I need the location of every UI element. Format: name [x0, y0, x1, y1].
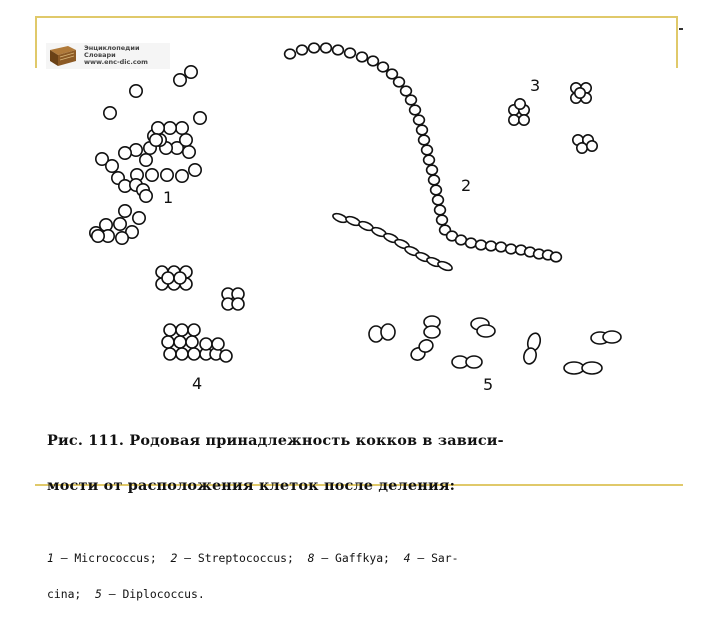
sarcina-cell	[220, 350, 232, 362]
streptococcus-cell	[424, 155, 435, 165]
micrococcus-cell	[104, 107, 116, 119]
micrococcus-cell	[92, 230, 104, 242]
sarcina-cell	[186, 336, 198, 348]
gaffkya-cell	[515, 99, 525, 109]
micrococcus-cell	[150, 134, 162, 146]
streptococcus-cell	[394, 77, 405, 87]
streptococcus-cell	[378, 62, 389, 72]
streptococcus-cell	[285, 49, 296, 59]
sarcina-cell	[200, 338, 212, 350]
streptococcus-cell	[435, 205, 446, 215]
streptococcus-cell	[419, 135, 430, 145]
streptococcus-cell	[321, 43, 332, 53]
label-4: 4	[192, 374, 203, 393]
micrococcus-cell	[176, 122, 188, 134]
micrococcus-cell	[106, 160, 118, 172]
sarcina-cell	[162, 272, 174, 284]
diplococcus-cell	[477, 325, 495, 337]
sarcina-cell	[174, 272, 186, 284]
label-2: 2	[461, 176, 472, 195]
streptococcus-cell	[422, 145, 433, 155]
micrococcus-cell	[183, 146, 195, 158]
micrococcus-cell	[152, 122, 164, 134]
sarcina-cell	[176, 348, 188, 360]
gaffkya-cell	[577, 143, 587, 153]
streptococcus-cell	[427, 165, 438, 175]
micrococcus-cell	[119, 147, 131, 159]
sarcina-cell	[164, 324, 176, 336]
cell-drawings	[90, 43, 621, 374]
micrococcus-cell	[119, 205, 131, 217]
streptococcus-cell	[414, 115, 425, 125]
streptococcus-cell	[297, 45, 308, 55]
micrococcus-cell	[161, 169, 173, 181]
label-5: 5	[483, 375, 494, 394]
streptococcus-cell	[345, 48, 356, 58]
label-1: 1	[163, 188, 174, 207]
label-3: 3	[530, 76, 541, 95]
streptococcus-cell	[551, 252, 562, 262]
legend-line-1: 1 — Micrococcus; 2 — Streptococcus; 8 — Gaffkya; 4 — Sar-	[47, 551, 459, 565]
streptococcus-cell	[486, 241, 497, 251]
diplococcus-cell	[603, 331, 621, 343]
micrococcus-cell	[116, 232, 128, 244]
sarcina-cell	[188, 348, 200, 360]
diplococcus-cell	[424, 326, 440, 338]
logo-line-3: www.enc-dic.com	[84, 58, 148, 67]
sarcina-cell	[212, 338, 224, 350]
diplococcus-cell	[466, 356, 482, 368]
cocci-illustration	[40, 40, 680, 400]
micrococcus-cell	[130, 85, 142, 97]
diplococcus-cell	[582, 362, 602, 374]
micrococcus-cell	[164, 122, 176, 134]
micrococcus-cell	[133, 212, 145, 224]
streptococcus-cell	[401, 86, 412, 96]
slide-frame-top-line	[35, 16, 678, 18]
streptococcus-cell	[429, 175, 440, 185]
micrococcus-cell	[180, 134, 192, 146]
gaffkya-cell	[587, 141, 597, 151]
streptococcus-cell	[333, 45, 344, 55]
sarcina-cell	[188, 324, 200, 336]
streptococcus-elongated-cell	[437, 260, 454, 272]
streptococcus-cell	[357, 52, 368, 62]
diplococcus-cell	[564, 362, 584, 374]
streptococcus-cell	[456, 235, 467, 245]
logo-line-2: Словари	[84, 51, 116, 60]
streptococcus-cell	[417, 125, 428, 135]
slide-frame-left-line	[35, 16, 37, 68]
sarcina-cell	[162, 336, 174, 348]
streptococcus-cell	[433, 195, 444, 205]
caption-legend	[47, 528, 677, 624]
sarcina-cell	[176, 324, 188, 336]
figure-caption	[47, 403, 677, 624]
micrococcus-cell	[140, 190, 152, 202]
streptococcus-cell	[406, 95, 417, 105]
corner-dash	[679, 28, 683, 30]
diplococcus-cell	[381, 324, 395, 340]
streptococcus-cell	[309, 43, 320, 53]
gaffkya-cell	[509, 115, 519, 125]
streptococcus-cell	[431, 185, 442, 195]
caption-line-1: Рис. 111. Родовая принадлежность кокков в зависи-	[47, 432, 504, 449]
micrococcus-cell	[176, 170, 188, 182]
sarcina-cell	[164, 348, 176, 360]
micrococcus-cell	[114, 218, 126, 230]
streptococcus-cell	[476, 240, 487, 250]
micrococcus-cell	[194, 112, 206, 124]
sarcina-cell	[174, 336, 186, 348]
micrococcus-cell	[146, 169, 158, 181]
micrococcus-cell	[140, 154, 152, 166]
gaffkya-cell	[575, 88, 585, 98]
legend-line-2: cina; 5 — Diplococcus.	[47, 587, 205, 601]
caption-title	[47, 403, 677, 523]
micrococcus-cell	[185, 66, 197, 78]
streptococcus-cell	[368, 56, 379, 66]
gaffkya-cell	[519, 115, 529, 125]
streptococcus-cell	[466, 238, 477, 248]
streptococcus-cell	[496, 242, 507, 252]
micrococcus-cell	[174, 74, 186, 86]
streptococcus-cell	[410, 105, 421, 115]
streptococcus-cell	[506, 244, 517, 254]
micrococcus-cell	[189, 164, 201, 176]
streptococcus-cell	[437, 215, 448, 225]
sarcina-cell	[232, 298, 244, 310]
caption-line-2: мости от расположения клеток после деления:	[47, 477, 456, 494]
logo-line-1: Энциклопедии	[84, 44, 140, 52]
